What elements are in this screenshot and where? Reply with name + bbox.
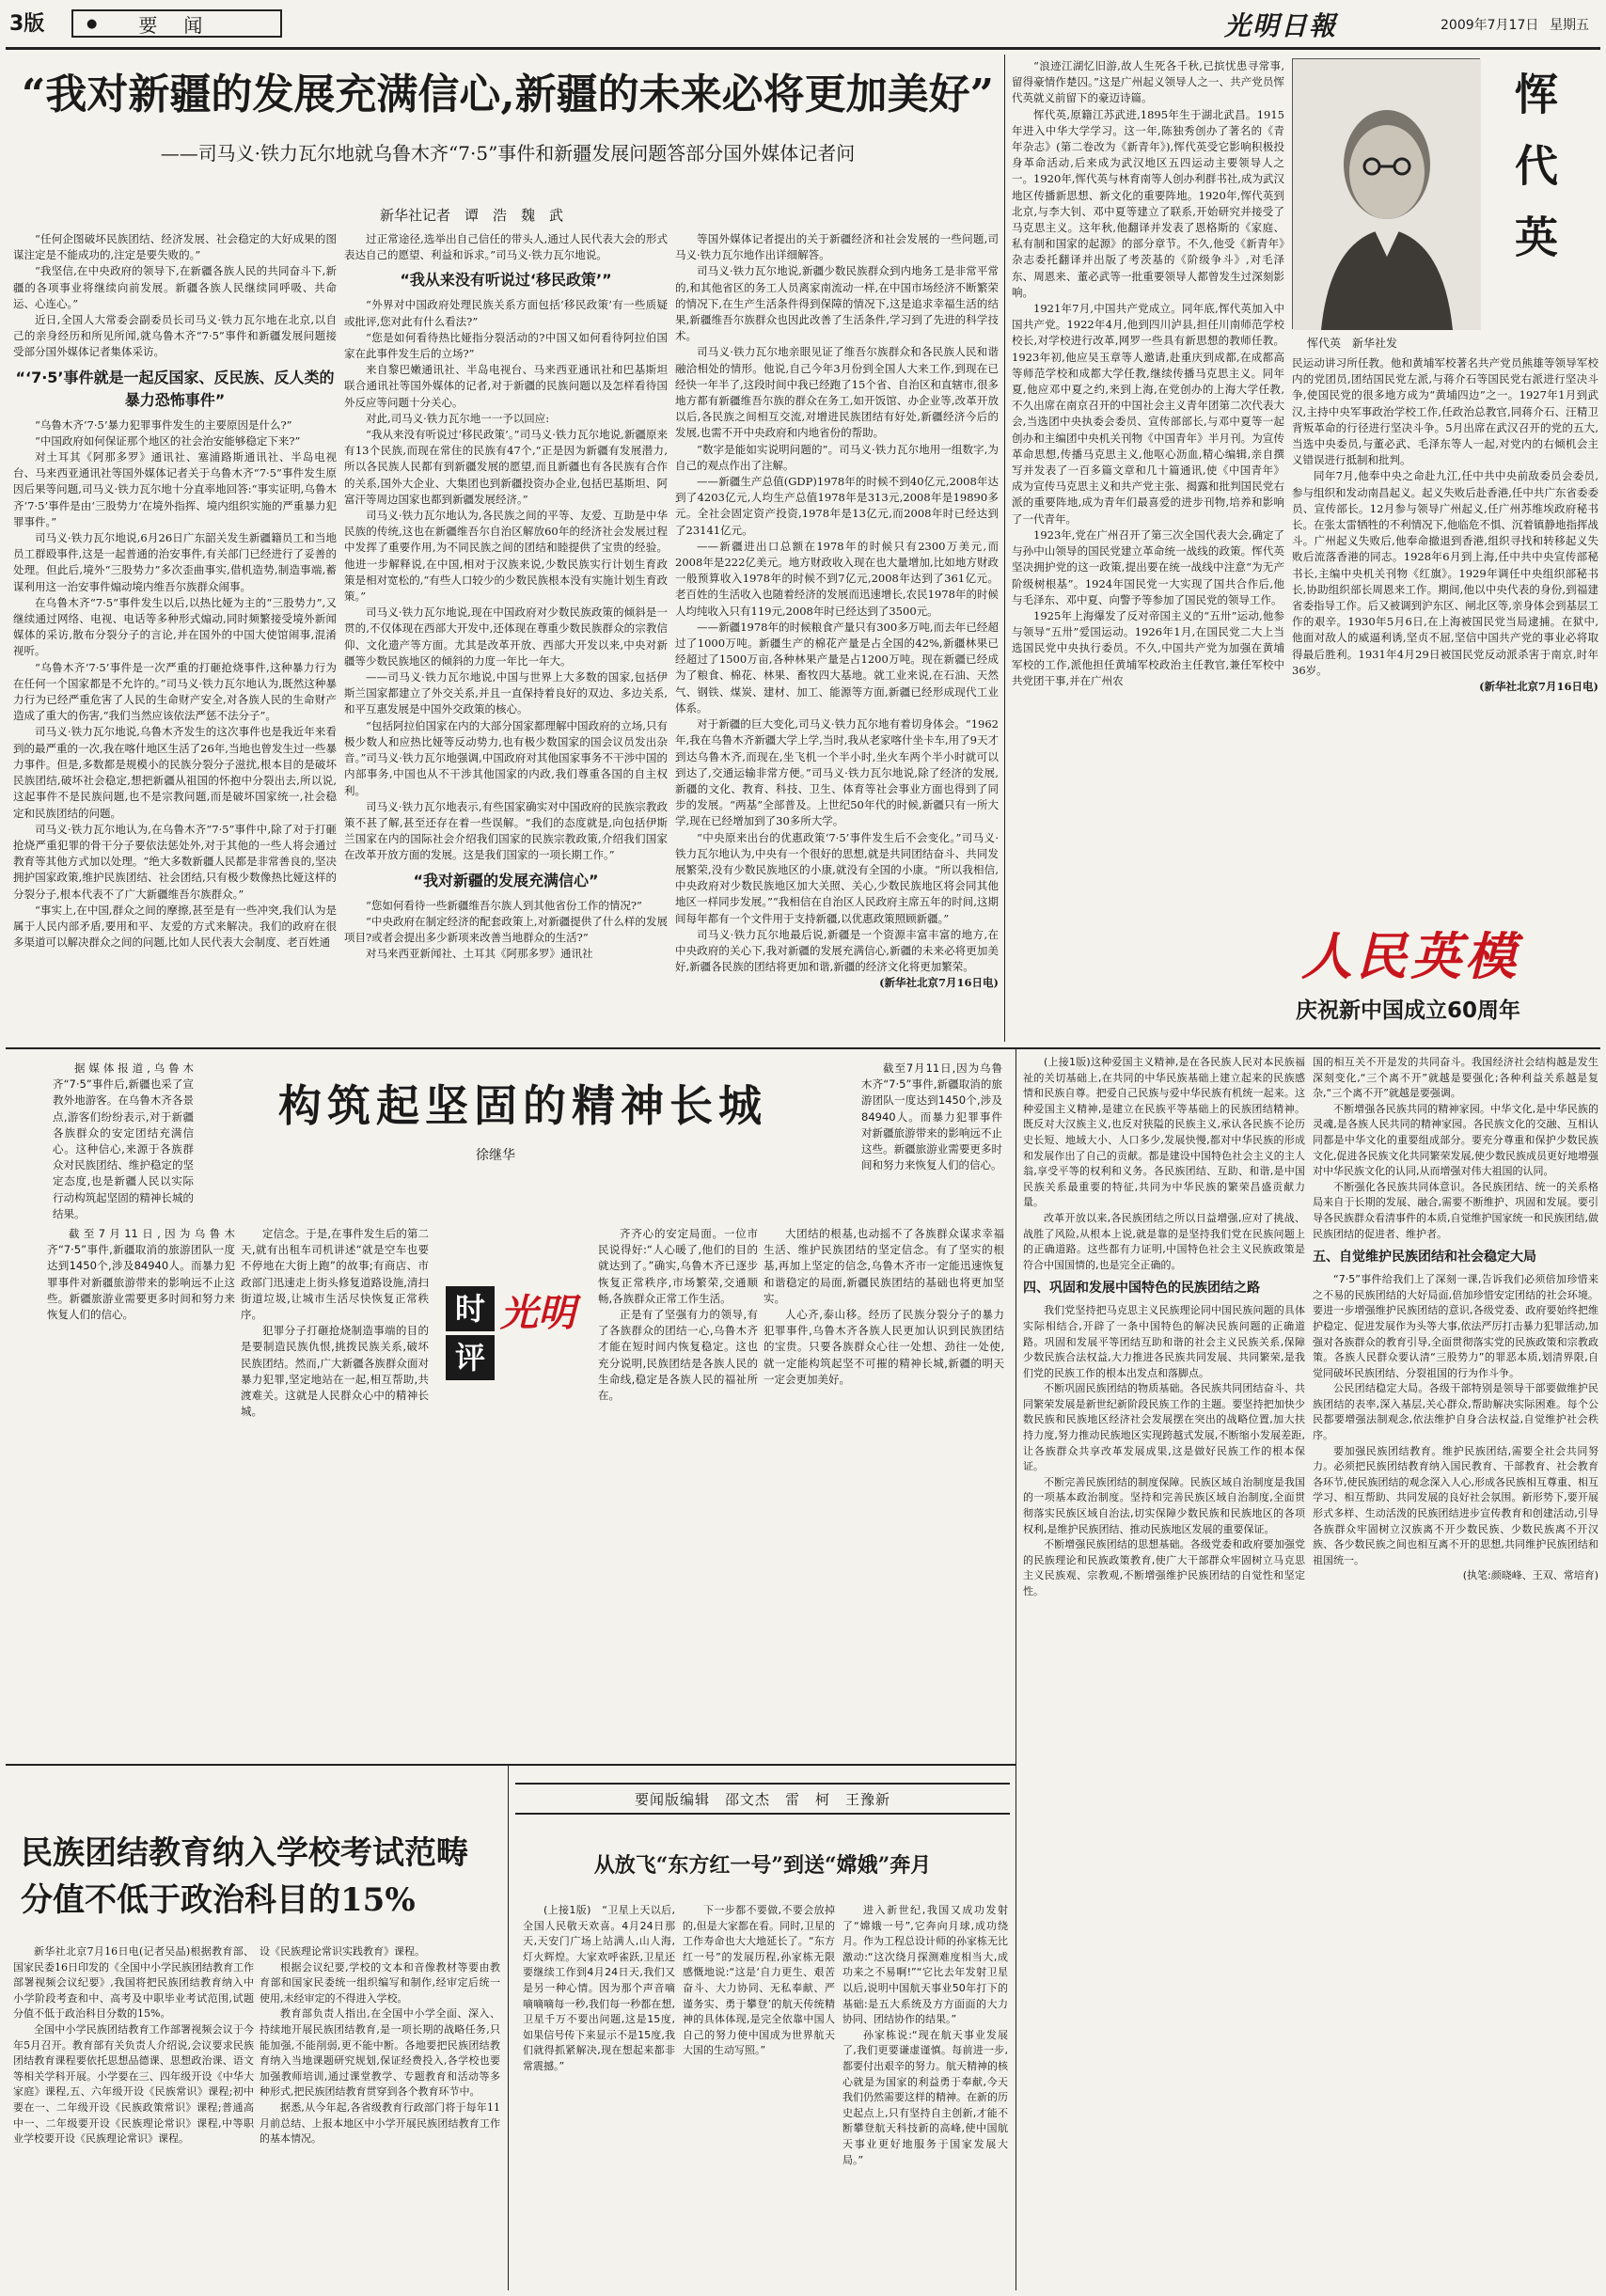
portrait-image bbox=[1293, 59, 1481, 330]
paragraph: 据悉,从今年起,各省级教育行政部门将于每年11月前总结、上报本地区中小学开展民族团结教育工作的基本情况。 bbox=[260, 2100, 500, 2146]
commentary-headline: 构筑起坚固的精神长城 bbox=[278, 1080, 767, 1131]
section-divider bbox=[6, 1047, 1600, 1049]
paragraph: 孙家栋说:“现在航天事业发展了,我们更要谦虚谨慎。每前进一步,都要付出艰辛的努力。航天精神的核心就是为国家的利益勇于奉献,今天我们仍然需要这样的精神。在新的历史起点上,只有坚持自主创新,才能不断攀登航天科技新的高峰,使中国航天事业更好地服务于国家发展大局。” bbox=[842, 2028, 1008, 2166]
education-column-1 bbox=[13, 1944, 254, 2290]
paragraph: 公民团结稳定大局。各级干部特别是领导干部要做维护民族团结的表率,深入基层,关心群众,帮助解决实际困难。每个公民都要增强法制观念,依法维护自身合法权益,自觉维护社会秩序。 bbox=[1313, 1382, 1598, 1442]
paragraph: 同年7月,他奉中央之命赴九江,任中共中央前敌委员会委员,参与组织和发动南昌起义。起义失败后赴香港,任中共广东省委委员、宣传部长。12月参与领导广州起义,任广州苏维埃政府秘书长。在张太雷牺牲的不利情况下,他临危不惧、沉着镇静地指挥战斗。广州起义失败后,他奉命撤退到香港,组织寻找和转移起义失败后流落香港的同志。1928年6月到上海,任中共中央宣传部秘书长,主编中央机关刊物《红旗》。1929年调任中央组织部秘书长,协助组织部长周恩来工作。期间,他以中央代表的身份,到福建省委指导工作。后又被调到沪东区、闸北区等,亲身体会到基层工作的艰辛。1930年5月6日,在上海被国民党当局逮捕。在狱中,他面对敌人的威逼利诱,坚贞不屈,坚信中国共产党的事业必将取得最后胜利。1931年4月29日被国民党反动派杀害于南京,时年36岁。 bbox=[1292, 469, 1598, 677]
paragraph: “乌鲁木齐‘7·5’暴力犯罪事件发生的主要原因是什么?” bbox=[35, 417, 292, 432]
paragraph: 司马义·铁力瓦尔地认为,各民族之间的平等、友爱、互助是中华民族的传统,这也在新疆维吾尔自治区解放60年的经济社会发展过程中发挥了重要作用,为不同民族之间的团结和睦提供了宝贵的经验。他进一步解释说,在中国,相对于汉族来说,少数民族实行计划生育政策是相对宽松的,“有些人口较少的少数民族根本没有实施计划生育政策。” bbox=[344, 509, 668, 604]
section-divider bbox=[6, 1764, 1016, 1766]
paragraph: 近日,全国人大常委会副委员长司马义·铁力瓦尔地在北京,以自己的亲身经历和所见所闻,就乌鲁木齐“7·5”事件和新疆发展问题接受部分国外媒体记者集体采访。 bbox=[13, 313, 337, 359]
paragraph: “我从来没有听说过‘移民政策’。”司马义·铁力瓦尔地说,新疆原来有13个民族,而现在常住的民族有47个,“正是因为新疆有发展潜力,所以各民族人民都有到新疆发展的愿望,而且新疆也有各民族有合作的关系,国外大企业、大集团也到新疆投资办企业,包括巴基斯坦、阿富汗等周边国家也都到新疆发展经济。” bbox=[344, 428, 668, 506]
paragraph: 等国外媒体记者提出的关于新疆经济和社会发展的一些问题,司马义·铁力瓦尔地作出详细解答。 bbox=[675, 232, 999, 262]
commentary-badge bbox=[446, 1286, 587, 1390]
paragraph: 全国中小学民族团结教育工作部署视频会议于今年5月召开。教育部有关负责人介绍说,会议要求民族团结教育课程要依托思想品德课、思想政治课、语文等相关学科开展。小学要在三、四年级开设《中华大家庭》课程,五、六年级开设《民族常识》课程;初中要在一、二年级开设《民族政策常识》课程;普通高中一、二年级要开设《民族理论常识》课程,中等职业学校要开设《民族理论常识》课程。 bbox=[13, 2022, 254, 2146]
profile-name bbox=[1508, 71, 1574, 286]
paragraph: 1925年上海爆发了反对帝国主义的“五卅”运动,他参与领导“五卅”爱国运动。1926年1月,在国民党二大上当选国民党中央执行委员。不久,中国共产党为加强在黄埔军校的工作,派他担任黄埔军校政治主任教官,兼任军校中共党团干事,并在广州农 bbox=[1012, 608, 1284, 687]
series-title: 人民英模 bbox=[1301, 926, 1519, 986]
paragraph: 不断完善民族团结的制度保障。民族区域自治制度是我国的一项基本政治制度。坚持和完善民族区域自治制度,全面贯彻落实民族区域自治法,切实保障少数民族和民族地区的各项权利,是维护民族团结、推动民族地区发展的重要保证。 bbox=[1023, 1475, 1305, 1535]
paragraph: 过正常途径,选举出自己信任的带头人,通过人民代表大会的形式表达自己的愿望、利益和诉求。”司马义·铁力瓦尔地说。 bbox=[344, 232, 668, 262]
dateline: (新华社北京7月16日电) bbox=[1479, 680, 1598, 694]
commentary-column-4 bbox=[764, 1226, 1004, 1753]
section-subhead: “我对新疆的发展充满信心” bbox=[413, 871, 599, 889]
paragraph: 在乌鲁木齐“7·5”事件发生以后,以热比娅为主的“三股势力”,又继续通过网络、电视、电话等多种形式煽动,同时频繁接受境外新闻媒体的采访,散布分裂分子的言论,并在国外的中国大使馆闹事,混淆视听。 bbox=[13, 595, 337, 658]
paragraph: “外界对中国政府处理民族关系方面包括‘移民政策’有一些质疑或批评,您对此有什么看法?” bbox=[344, 298, 668, 328]
paragraph: 不断巩固民族团结的物质基础。各民族共同团结奋斗、共同繁荣发展是新世纪新阶段民族工作的主题。要坚持把加快少数民族和民族地区经济社会发展摆在突出的战略位置,加大扶持力度,努力推动民族地区实现跨越式发展,不断缩小发展差距,让各族群众共享改革发展成果,这是做好民族工作的根本保证。 bbox=[1023, 1382, 1305, 1473]
issue-weekday: 星期五 bbox=[1550, 18, 1589, 33]
dateline: (新华社北京7月16日电) bbox=[879, 976, 999, 990]
continuation-column-1 bbox=[1023, 1055, 1305, 2287]
section-subhead: “‘7·5’事件就是一起反国家、反民族、反人类的暴力恐怖事件” bbox=[15, 368, 335, 409]
paragraph: 司马义·铁力瓦尔地说,现在中国政府对少数民族政策的倾斜是一贯的,不仅体现在西部大开发中,还体现在尊重少数民族群众的宗教信仰、文化遗产等方面。尤其是改革开放、西部大开发以来,中央对新疆等少数民族地区的倾斜的力度一年比一年大。 bbox=[344, 605, 668, 668]
column-divider bbox=[508, 1766, 509, 2290]
paper-name: 光明日報 bbox=[1224, 10, 1338, 41]
section-label: 要 闻 bbox=[138, 13, 207, 37]
paragraph: 不断增强各民族共同的精神家园。中华文化,是中华民族的灵魂,是各族人民共同的精神家园。各民族文化的交融、互相认同都是中华文化的重要组成部分。要充分尊重和保护少数民族文化,促进各民族文化共同繁荣发展,使少数民族成员更好地增强对中华民族文化的认同,从而增强对伟大祖国的认同。 bbox=[1313, 1102, 1598, 1178]
badge-brand: 光明 bbox=[500, 1291, 575, 1335]
paragraph: ——新疆1978年的时候粮食产量只有300多万吨,而去年已经超过了1000万吨。新疆生产的棉花产量是占全国的42%,新疆林果已经超过了1500万亩,各种林果产量是占1200万吨。现在新疆已经成为了粮食、棉花、林果、畜牧四大基地。就工业来说,在石油、天然气、钢铁、煤炭、建材、加工、能源等方面,新疆已经形成现代工业体系。 bbox=[675, 620, 999, 715]
space-headline: 从放飞“东方红一号”到送“嫦娥”奔月 bbox=[593, 1853, 932, 1878]
paragraph: 司马义·铁力瓦尔地说,乌鲁木齐发生的这次事件也是我近年来看到的最严重的一次,我在喀什地区生活了26年,当地也曾发生过一些暴力事件。但是,多数都是规模小的民族分裂分子滋扰,根本目的是破坏民族团结,破坏社会稳定,想把新疆从祖国的怀抱中分裂出去,所以说,这起事件不是民族问题,也不是宗教问题,而是破坏国家统一,社会稳定和民族团结的问题。 bbox=[13, 725, 337, 820]
paragraph: 1923年,党在广州召开了第三次全国代表大会,确定了与孙中山领导的国民党建立革命统一战线的政策。恽代英坚决拥护党的这一政策,提出要在统一战线中注意“为无产阶级树根基”。1924年国民党一大实现了国共合作后,他与毛泽东、邓中夏、向警予等参加了国民党的领导工作。 bbox=[1012, 527, 1284, 606]
paragraph: “中国政府如何保证那个地区的社会治安能够稳定下来?” bbox=[35, 433, 301, 448]
paragraph: 新华社北京7月16日电(记者吴晶)根据教育部、国家民委16日印发的《全国中小学民族团结教育工作部署视频会议纪要》,我国将把民族团结教育纳入中小学阶段考查和中、高考及中职毕业考试范围,试题分值不低于政治科目分数的15%。 bbox=[13, 1945, 254, 2021]
paragraph: “浪迹江湖忆旧游,故人生死各千秋,已摈忧患寻常事,留得豪情作楚囚。”这是广州起义领导人之一、共产党员恽代英就义前留下的豪迈诗篇。 bbox=[1012, 59, 1284, 105]
paragraph: 要加强民族团结教育。维护民族团结,需要全社会共同努力。必须把民族团结教育纳入国民教育、干部教育、社会教育各环节,使民族团结的观念深入人心,形成各民族相互尊重、相互学习、相互帮助、共同发展的良好社会氛围。新形势下,要开展形式多样、生动活泼的民族团结进步宣传教育和创建活动,引导各族群众牢固树立汉族离不开少数民族、少数民族离不开汉族、各少数民族之间也相互离不开的思想,共同维护民族团结和祖国统一。 bbox=[1313, 1444, 1598, 1566]
dateline: (执笔:颜晓峰、王双、常培育) bbox=[1462, 1569, 1598, 1582]
paragraph: 对于新疆的巨大变化,司马义·铁力瓦尔地有着切身体会。“1962年,我在乌鲁木齐新疆大学上学,当时,我从老家喀什坐卡车,用了9天才到达乌鲁木齐,而现在,坐飞机一个半小时,坐火车两个半小时就可以到达了,交通运输非常方便。”司马义·铁力瓦尔地说,除了经济的发展,新疆的文化、教育、科技、卫生、体育等社会事业方面也得到了同步的发展。“两基”全部普及。上世纪50年代的时候,新疆只有一所大学,现在已经增加到了30多所大学。 bbox=[675, 717, 999, 828]
paragraph: “任何企图破坏民族团结、经济发展、社会稳定的大好成果的图谋注定是不能成功的,注定是要失败的。” bbox=[13, 232, 337, 262]
editors-strip bbox=[515, 1783, 1010, 1815]
series-banner bbox=[1292, 923, 1598, 1034]
column-divider bbox=[1004, 55, 1005, 1042]
commentary-column-3 bbox=[598, 1226, 758, 1753]
lead-subheadline: ——司马义·铁力瓦尔地就乌鲁木齐“7·5”事件和新疆发展问题答部分国外媒体记者问 bbox=[160, 142, 856, 165]
commentary-author: 徐继华 bbox=[476, 1148, 515, 1163]
masthead bbox=[0, 0, 1606, 53]
paragraph: 定信念。于是,在事件发生后的第二天,就有出租车司机讲述“就是空车也要不停地在大街上跑”的故事;有商店、市政部门迅速走上街头修复道路设施,清扫街道垃圾,让城市生活尽快恢复正常秩序。 bbox=[241, 1227, 429, 1322]
paragraph: 对马来西亚新闻社、土耳其《阿那多罗》通讯社 bbox=[366, 947, 593, 961]
paragraph: 大团结的根基,也动摇不了各族群众谋求幸福生活、维护民族团结的坚定信念。有了坚实的根基,再加上坚定的信念,乌鲁木齐市一定能迅速恢复和谐稳定的局面,新疆民族团结的基础也将更加坚实。 bbox=[764, 1227, 1004, 1305]
paragraph: 下一步都不要做,不要会放掉的,但是大家都在看。同时,卫星的工作寿命也大大地延长了。“东方红一号”的发展历程,孙家栋无限感慨地说:“这是‘自力更生、艰苦奋斗、大力协同、无私奉献、严谨务实、勇于攀登’的航天传统精神的具体体现,是完全依靠中国人自己的努力使中国成为世界航天大国的生动写照。” bbox=[683, 1904, 835, 2057]
education-column-2 bbox=[260, 1944, 500, 2290]
paragraph: (上接1版) “卫星上天以后,全国人民敬天欢喜。4月24日那天,天安门广场上站满人,山人海,灯火辉煌。大家欢呼雀跃,卫星还要继续工作到4月24日天,我们又是另一种心情。因为那个声音嘀嘀嘀嘀每一秒,我们每一秒都在想,卫星千万不要出问题,这是15度,如果信号传下来显示不是15度,我们就得抓紧解决,现在想起来都非常震撼。” bbox=[523, 1904, 675, 2072]
commentary-intro bbox=[53, 1061, 194, 1220]
paragraph: “中央政府在制定经济的配套政策上,对新疆提供了什么样的发展项目?或者会提出多少新项来改善当地群众的生活?” bbox=[344, 914, 668, 944]
paragraph: 根据会议纪要,学校的文本和音像教材等要由教育部和国家民委统一组织编写和制作,经审定后统一使用,未经审定的不得进入学校。 bbox=[260, 1960, 500, 2005]
paragraph: 正是有了坚强有力的领导,有了各族群众的团结一心,乌鲁木齐才能在短时间内恢复稳定。这也充分说明,民族团结是各族人民的生命线,稳定是各族人民的福祉所在。 bbox=[598, 1308, 758, 1403]
space-column-1 bbox=[523, 1903, 675, 2290]
section-tab bbox=[71, 9, 282, 38]
photo-caption: 恽代英 新华社发 bbox=[1307, 337, 1398, 350]
paragraph: 犯罪分子打砸抢烧制造事端的目的是要制造民族仇恨,挑拨民族关系,破坏民族团结。然而,广大新疆各族群众面对暴力犯罪,坚定地站在一起,相互帮助,共渡难关。这就是人民群众心中的精神长城。 bbox=[241, 1324, 429, 1419]
paragraph: 截至7月11日,因为乌鲁木齐“7·5”事件,新疆取消的旅游团队一度达到1450个,涉及84940人。而暴力犯罪事件对新疆旅游带来的影响远不止这些。新疆旅游业需要更多时间和努力来恢复人们的信心。 bbox=[861, 1062, 1002, 1172]
series-tagline: 庆祝新中国成立60周年 bbox=[1296, 999, 1521, 1023]
paragraph: ——新疆进出口总额在1978年的时候只有2300万美元,而2008年是222亿美元。地方财政收入现在也大量增加,比如地方财政一般预算收入1978年的时候不到7亿元,2008年达到了361亿元。老百姓的生活收入也随着经济的发展而迅速增长,农民1978年的时候人均纯收入只有119元,2008年时已经达到了3500元。 bbox=[675, 539, 999, 618]
paragraph: “您如何看待一些新疆维吾尔族人到其他省份工作的情况?” bbox=[366, 898, 642, 912]
paragraph: 司马义·铁力瓦尔地最后说,新疆是一个资源丰富丰富的地方,在中央政府的关心下,我对新疆的发展充满信心,新疆的未来必将更加美好,新疆各民族的团结将更加和谐,新疆的经济文化将更加繁荣。 bbox=[675, 927, 999, 974]
paragraph: 司马义·铁力瓦尔地说,6月26日广东韶关发生新疆籍员工和当地员工群殴事件,这是一起普通的治安事件,有关部门已经进行了妥善的处理。但此后,境外“三股势力”多次歪曲事实,借机造势,制造事端,蓄谋利用这一治安事件煽动境内维吾尔族群众闹事。 bbox=[13, 531, 337, 593]
section-subhead: “我从来没有听说过‘移民政策’” bbox=[400, 271, 612, 290]
paragraph: “包括阿拉伯国家在内的大部分国家都理解中国政府的立场,只有极少数人和应热比娅等反动势力,也有极少数国家的国会议员发出杂音。”司马义·铁力瓦尔地强调,中国政府对其他国家事务不干涉中国的内部事务,中国也从不干涉其他国家的内政,我们尊重各国的自主权利。 bbox=[344, 718, 668, 797]
profile-column-1 bbox=[1012, 58, 1284, 1042]
badge-word-top: 时 bbox=[446, 1286, 495, 1331]
commentary-aside bbox=[861, 1061, 1002, 1220]
paragraph: 设《民族理论常识实践教育》课程。 bbox=[260, 1945, 425, 1958]
continuation-column-2 bbox=[1313, 1055, 1598, 2287]
paragraph: 司马义·铁力瓦尔地亲眼见证了维吾尔族群众和各民族人民和谐融洽相处的情形。他说,自己今年3月份到全国人大来工作,到现在已经快一年半了,这段时间中我已经跑了15个省、自治区和直辖市,很多地方都有新疆维吾尔族的群众在务工,如开饭馆、办企业等,改革开放以后,各民族之间相互交流,对增进民族团结有好处,新疆经济今后的发展,也需不开中央政府和内地省份的帮助。 bbox=[675, 345, 999, 440]
paragraph: 我们党坚持把马克思主义民族理论同中国民族问题的具体实际相结合,开辟了一条中国特色的解决民族问题的正确道路。巩固和发展平等团结互助和谐的社会主义民族关系,保障少数民族合法权益,大力推进各民族共同发展、共同繁荣,是我们党的民族工作的根本出发点和落脚点。 bbox=[1023, 1304, 1305, 1379]
paragraph: 改革开放以来,各民族团结之所以日益增强,应对了挑战、战胜了风险,从根本上说,就是靠的是坚持我们党在民族问题上的正确道路。这些都有力证明,中国特色社会主义民族政策是符合中国国情的,也是完全正确的。 bbox=[1023, 1211, 1305, 1271]
page-number: 3版 bbox=[9, 12, 45, 36]
paragraph: 对此,司马义·铁力瓦尔地一一予以回应: bbox=[366, 411, 550, 425]
paragraph: ——新疆生产总值(GDP)1978年的时候不到40亿元,2008年达到了4203亿元,人均生产总值1978年是313元,2008年是19890多元。全社会固定资产投资,1978年是13亿元,而2008年时已经达到了23141亿元。 bbox=[675, 475, 999, 537]
paragraph: 对土耳其《阿那多罗》通讯社、塞浦路斯通讯社、半岛电视台、马来西亚通讯社等国外媒体记者关于乌鲁木齐“7·5”事件发生原因后果等问题,司马义·铁力瓦尔地十分直率地回答:“事实证明,乌鲁木齐‘7·5’事件是由‘三股势力’在境外指挥、境内组织实施的严重暴力犯罪事件。” bbox=[13, 450, 337, 528]
paragraph: 国的相互关不开是发的共同奋斗。我国经济社会结构越是发生深刻变化,“三个离不开”就越是要强化;各种利益关系越是复杂,“三个离不开”就越是要强调。 bbox=[1313, 1056, 1598, 1100]
paragraph: 教育部负责人指出,在全国中小学全面、深入、持续地开展民族团结教育,是一项长期的战略任务,只能加强,不能削弱,更不能中断。各地要把民族团结教育纳入当地课题研究规划,保证经费投入,各学校也要加强教师培训,通过课堂教学、专题教育和活动等多种形式,把民族团结教育贯穿到各个教育环节中。 bbox=[260, 2007, 500, 2099]
paragraph: “数字是能如实说明问题的”。司马义·铁力瓦尔地用一组数字,为自己的观点作出了注解。 bbox=[675, 442, 999, 472]
section-subhead: 四、巩固和发展中国特色的民族团结之路 bbox=[1023, 1281, 1260, 1297]
paragraph: 来自黎巴嫩通讯社、半岛电视台、马来西亚通讯社和巴基斯坦联合通讯社等国外媒体的记者,对于新疆的民族问题以及怎样看待国外反应等问题十分关心。 bbox=[344, 363, 668, 409]
paragraph: 司马义·铁力瓦尔地认为,在乌鲁木齐“7·5”事件中,除了对于打砸抢烧严重犯罪的骨干分子要依法惩处外,对于其他的一些人将会通过教育等其他方式加以处理。“绝大多数新疆人民都是非常善良的,坚决拥护国家政策,维护民族团结、社会团结,只有极少数像热比娅这样的分裂分子,根本代表不了广大新疆维吾尔族群众。” bbox=[13, 822, 337, 901]
paragraph: 不断增强民族团结的思想基础。各级党委和政府要加强党的民族理论和民族政策教育,使广大干部群众牢固树立马克思主义民族观、宗教观,不断增强维护民族团结的自觉性和坚定性。 bbox=[1023, 1538, 1305, 1597]
paragraph: 进入新世纪,我国又成功发射了“嫦娥一号”,它奔向月球,成功绕月。作为工程总设计师的孙家栋无比激动:“这次绕月探测难度相当大,成功来之不易啊!”“它比去年发射卫星以后,说明中国航天事业50年打下的基础:是五大系统及方方面面的大力协同、团结协作的结果。” bbox=[842, 1904, 1008, 2026]
profile-column-2 bbox=[1292, 355, 1598, 878]
education-headline-1: 民族团结教育纳入学校考试范畴 bbox=[21, 1834, 468, 1872]
paragraph: 不断强化各民族共同体意识。各民族团结、统一的关系格局来自于长期的发展、融合,需要不断维护、巩固和发展。要引导各民族群众看清事件的本质,自觉维护国家统一和民族团结,做民族团结的促进者、维护者。 bbox=[1313, 1180, 1598, 1240]
bullet-icon: ● bbox=[87, 16, 98, 31]
section-subhead: 五、自觉维护民族团结和社会稳定大局 bbox=[1313, 1250, 1536, 1266]
commentary-column-2 bbox=[241, 1226, 429, 1753]
lead-headline: “我对新疆的发展充满信心,新疆的未来必将更加美好” bbox=[22, 71, 994, 118]
paragraph: “您是如何看待热比娅指分裂活动的?中国又如何看待阿拉伯国家在此事件发生后的立场?” bbox=[344, 330, 668, 361]
paragraph: 恽代英,原籍江苏武进,1895年生于湖北武昌。1915年进入中华大学学习。这一年,陈独秀创办了著名的《青年杂志》(第二卷改为《新青年》),恽代英受它影响积极投身革命活动,后来成为武汉地区五四运动主要领导人之一。1920年,恽代英与林育南等人创办利群书社,成为武汉地区传播新思想、新文化的重要阵地。1920年,恽代英到北京,与李大钊、邓中夏等建立了联系,开始研究并接受了马克思主义。这年秋,他翻译并发表了恩格斯的《家庭、私有制和国家的起源》的部分章节。不久,他受《新青年》杂志委托翻译并出版了考茨基的《阶级争斗》,对毛泽东、周恩来、董必武等一批重要领导人都曾发生过深刻影响。 bbox=[1012, 107, 1284, 299]
issue-date: 2009年7月17日 bbox=[1441, 18, 1539, 33]
paragraph: ——司马义·铁力瓦尔地说,中国与世界上大多数的国家,包括伊斯兰国家都建立了外交关系,并且一直保持着良好的双边、多边关系,和平互惠发展是中国外交政策的核心。 bbox=[344, 670, 668, 716]
paragraph: 人心齐,泰山移。经历了民族分裂分子的暴力犯罪事件,乌鲁木齐各族人民更加认识到民族团结的宝贵。只要各族群众心往一处想、劲往一处使,就一定能构筑起坚不可摧的精神长城,新疆的明天一定会更加美好。 bbox=[764, 1308, 1004, 1386]
profile-name-text: 恽代英 bbox=[1508, 71, 1559, 286]
space-column-3 bbox=[842, 1903, 1008, 2290]
paragraph: (上接1版)这种爱国主义精神,是在各民族人民对本民族福祉的关切基础上,在共同的中华民族基础上建立起来的民族感情和民族自尊。把爱自己民族与爱中华民族有机统一起来。这种爱国主义精神,是建立在民族平等基础上的民族团结精神。既反对大汉族主义,也反对狭隘的民族主义,承认各民族不论历史长短、地域大小、人口多少,发展快慢,都对中华民族的形成和发展作出了自己的贡献。都是建设中国特色社会主义的主人翁,享受平等的权利和义务。各民族团结、互助、和谐,是中国民族关系最重要的特征,共同为中华民族的繁荣昌盛贡献力量。 bbox=[1023, 1056, 1305, 1209]
paragraph: “事实上,在中国,群众之间的摩擦,甚至是有一些冲突,我们认为是属于人民内部矛盾,要用和平、友爱的方式来解决。我们的政府在很多渠道可以解决群众之间的问题,比如人民代表大会制度、老百姓通 bbox=[13, 903, 337, 950]
paragraph: 截至7月11日,因为乌鲁木齐“7·5”事件,新疆取消的旅游团队一度达到1450个,涉及84940人。而暴力犯罪事件对新疆旅游带来的影响远不止这些。新疆旅游业需要更多时间和努力来恢复人们的信心。 bbox=[47, 1227, 235, 1322]
paragraph: “中央原来出台的优惠政策‘7·5’事件发生后不会变化。”司马义·铁力瓦尔地认为,中央有一个很好的思想,就是共同团结奋斗、共同发展繁荣,没有少数民族地区的小康,就没有全国的小康。“所以我相信,中央政府对少数民族地区加大关照、关心,少数民族地区将会同其他地区一样同步发展。”“我相信在自治区人民政府主席五年的时间,这期间每年都有一个文件用于支持新疆,以优惠政策照顾新疆。” bbox=[675, 830, 999, 925]
paragraph: 齐齐心的安定局面。一位市民说得好:“人心暖了,他们的目的就达到了。”确实,乌鲁木齐已逐步恢复正常秩序,市场繁荣,交通顺畅,各族群众正常工作生活。 bbox=[598, 1227, 758, 1305]
paragraph: “我坚信,在中央政府的领导下,在新疆各族人民的共同奋斗下,新疆的各项事业将继续向前发展。新疆各族人民继续同呼吸、共命运、心连心。” bbox=[13, 264, 337, 310]
space-column-2 bbox=[683, 1903, 835, 2290]
education-headline-2: 分值不低于政治科目的15% bbox=[21, 1881, 416, 1919]
lead-byline: 新华社记者 谭 浩 魏 武 bbox=[380, 207, 564, 224]
paragraph: “7·5”事件给我们上了深刻一课,告诉我们必须倍加珍惜来之不易的民族团结的大好局面,倍加珍惜安定团结的社会环境。要进一步增强维护民族团结的意识,各级党委、政府要始终把维护稳定、促进发展作为头等大事,依法严厉打击暴力犯罪活动,加强对各族群众的教育引导,全面贯彻落实党的民族政策和宗教政策。各族人民群众要认清“三股势力”的罪恶本质,划清界限,自觉同破坏民族团结、分裂祖国的行为作斗争。 bbox=[1313, 1273, 1598, 1379]
commentary-column-1 bbox=[47, 1226, 235, 1753]
paragraph: “乌鲁木齐‘7·5’事件是一次严重的打砸抢烧事件,这种暴力行为在任何一个国家都是不允许的。”司马义·铁力瓦尔地认为,既然这种暴力行为已经严重危害了人民的生命财产安全,对各族人民的生命财产造成了重大的伤害,“我们当然应该依法严惩不法分子”。 bbox=[13, 660, 337, 723]
paragraph: 司马义·铁力瓦尔地说,新疆少数民族群众到内地务工是非常平常的,和其他省区的务工人员离家南流动一样,在中国市场经济不断繁荣的情况下,在生产生活条件得到保障的情况下,这是追求幸福生活的结果,新疆维吾尔族群众也因此改善了生活条件,学习到了先进的科学技术。 bbox=[675, 264, 999, 343]
paragraph: 1921年7月,中国共产党成立。同年底,恽代英加入中国共产党。1922年4月,他到四川泸县,担任川南师范学校校长,对学校进行改革,网罗一些具有新思想的教师任教。1923年初,他应吴玉章等人邀请,赴重庆到成都,在成都高等师范学校和成都大学任教,继续传播马克思主义。同年夏,他应邓中夏之约,来到上海,在党创办的上海大学任教,不久出席在南京召开的中国社会主义青年团第二次代表大会,当选团中央执委会委员、宣传部部长,与邓中夏等一起创办和主编团中央机关刊物《中国青年》半月刊。为宣传革命思想,传播马克思主义,他呕心沥血,精心编辑,亲自撰写并发表了一百多篇文章和几十篇通讯,使《中国青年》成为宣传马克思主义和共产党主张、揭露和批判国民党右派的重要阵地,成为青年们最喜爱的进步刊物,培养和影响了一代青年。 bbox=[1012, 302, 1284, 526]
paragraph: 司马义·铁力瓦尔地表示,有些国家确实对中国政府的民族宗教政策不甚了解,甚至还存在着一些误解。“我们的态度就是,向包括伊斯兰国家在内的国际社会介绍我们国家的民族宗教政策,介绍我们国家在改革开放方面的发展。这是我们国家的一项长期工作。” bbox=[344, 799, 668, 862]
portrait-photo bbox=[1292, 58, 1480, 329]
badge-word-bottom: 评 bbox=[446, 1335, 495, 1380]
commentary-section bbox=[6, 1051, 1010, 1762]
masthead-rule bbox=[6, 47, 1600, 50]
paragraph: 据媒体报道,乌鲁木齐“7·5”事件后,新疆也采了宣教外地游客。在乌鲁木齐各景点,游客们纷纷表示,对于新疆各族群众的安定团结充满信心。这种信心,来源于各族群众对民族团结、维护稳定的坚定态度,也是新疆人民以实际行动构筑起坚固的精神长城的结果。 bbox=[53, 1062, 194, 1220]
paragraph: 民运动讲习所任教。他和黄埔军校著名共产党员熊雄等领导军校内的党团员,团结国民党左派,与蒋介石等国民党右派进行坚决斗争,使国民党的很多地方成为“黄埔四边”之一。1927年1月到武汉,主持中央军事政治学校工作,任政治总教官,同蒋介石、汪精卫背叛革命的行径进行坚决斗争。5月出席在武汉召开的党的五大,当选中央委员,与董必武、毛泽东等人一起,对党内的右倾机会主义错误进行抵制和批判。 bbox=[1292, 356, 1598, 467]
editors-text: 要闻版编辑 邵文杰 雷 柯 王豫新 bbox=[634, 1790, 890, 1808]
